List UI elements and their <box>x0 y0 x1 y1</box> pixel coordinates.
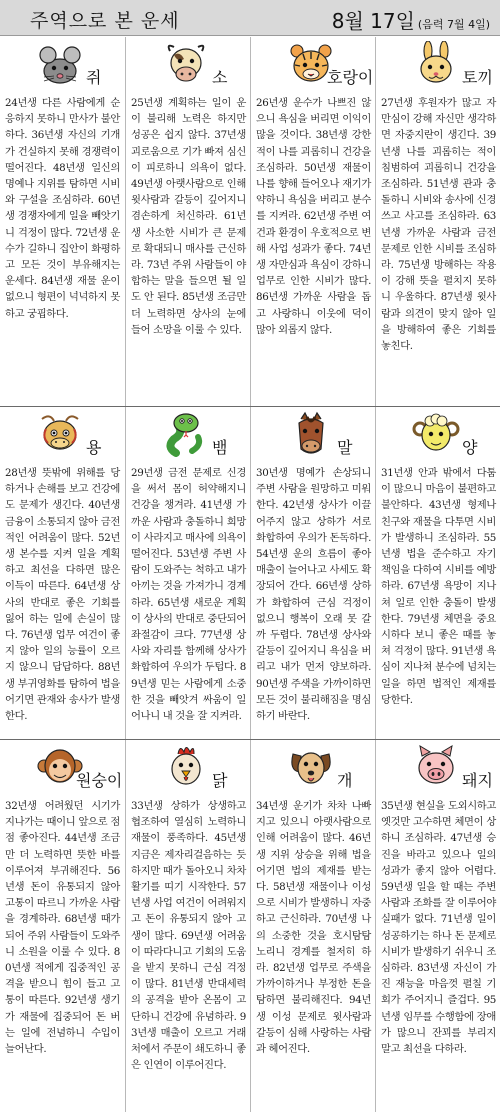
rooster-icon <box>162 744 210 790</box>
snake-icon <box>162 411 210 457</box>
zodiac-cell-rat <box>0 37 124 405</box>
zodiac-name: 닭 <box>212 771 228 790</box>
fortune-text: 33년생 상하가 상생하고 협조하여 열심히 노력하니 재물이 풍족하다. 45년생 지금은 제자리걸음하는 듯하지만 때가 돌아오니 차차 활기를 띠기 시작한다. 57년생 사업 여건이 어려워지고 돈이 유통되지 않아 고생이 많다. 69년생 어려움이 따라다니고 기회의 도움을 받지 못하니 근심 걱정이 많다. 81년생 반대세력의 공격을 받아 온몸이 고단하니 건강에 유념하라. 93년생 매출이 오르고 거래처에서 주문이 쇄도하니 좋은 인연이 이루어진다. <box>131 800 246 1072</box>
zodiac-name: 소 <box>212 68 228 87</box>
fortune-text: 35년생 현실을 도외시하고 옛것만 고수하면 체면이 상하니 조심하라. 47년생 승진을 바라고 있으나 일의 성과가 좋지 않아 어렵다. 59년생 일을 할 때는 주변 사람과 조화를 잘 이루어야 실패가 없다. 71년생 일이 성공하기는 하나 돈 문제로 시비가 발생하기 쉬우니 조심하라. 83년생 자신이 가진 재능을 마음껏 펼칠 기회가 주어지니 즐겁다. 95년생 임무를 수행함에 장애가 많으니 잔꾀를 부리지 말고 최선을 다하라. <box>381 800 496 1056</box>
zodiac-name: 쥐 <box>86 68 102 87</box>
date-label <box>332 5 490 34</box>
fortune-text: 30년생 명예가 손상되니 주변 사람을 원망하고 미워한다. 42년생 상사가 이끌어주지 않고 상하가 서로 화합하여 우의가 돈독하다. 54년생 운의 흐름이 좋아 매출이 늘어나고 사세도 확장되어 간다. 66년생 상하가 화합하여 근심 걱정이 없으니 행복이 오래 못 갈까 두렵다. 78년생 상사와 갈등이 깊어지니 욕심을 버리고 내가 먼저 양보하라. 90년생 주색을 가까이하면 모든 것이 불리해짐을 명심하기 바란다. <box>256 467 371 723</box>
pig-icon <box>412 744 460 790</box>
fortune-text: 25년생 계획하는 일이 운이 불리해 노력은 하지만 성공은 쉽지 않다. 37년생 괴로움으로 기가 빠져 심신이 피로하니 의욕이 없다. 49년생 아랫사람으로 인해 윗사람과 갈등이 깊어지니 겸손하게 처신하라. 61년생 사소한 시비가 큰 문제로 확대되니 매사를 근신하라. 73년 주위 사람들이 야합하는 말을 들으면 될 일도 안 된다. 85년생 조금만 더 노력하면 상사의 눈에 들어 소망을 이룰 수 있다. <box>131 97 246 336</box>
zodiac-name: 호랑이 <box>327 68 374 87</box>
zodiac-name: 돼지 <box>462 771 493 790</box>
fortune-text: 31년생 안과 밖에서 다툼이 많으니 마음이 불편하고 불안하다. 43년생 형제나 친구와 재물을 다투면 시비가 발생하니 조심하라. 55년생 법을 준수하고 자기 책임을 다하여 시비를 예방하라. 67년생 욕망이 지나쳐 일로 인한 충돌이 발생한다. 79년생 체면을 중요시하다 보니 좋은 때를 놓쳐 걱정이 많다. 91년생 욕심이 지나쳐 분수에 넘치는 일을 하면 법적인 제재를 당한다. <box>381 467 496 706</box>
ox-icon <box>162 41 210 87</box>
rabbit-icon <box>412 41 460 87</box>
sheep-icon <box>412 411 460 457</box>
zodiac-cell-horse <box>251 407 375 738</box>
zodiac-cell-rooster <box>126 740 250 1112</box>
lunar-date: (음력 7월 4일) <box>417 18 490 31</box>
zodiac-name: 토끼 <box>462 68 493 87</box>
fortune-text: 24년생 다른 사람에게 순응하지 못하니 만사가 불안하다. 36년생 자신의 기개가 건실하지 못해 경쟁력이 떨어진다. 48년생 일신의 명예나 지위를 탐하면 시비와 구설을 조심하라. 60년생 경쟁자에게 일을 빼앗기니 걱정이 많다. 72년생 운수가 길하니 집안이 화평하고 모든 것이 부유해지는 운세다. 84년생 재물 운이 없으니 형편이 넉넉하지 못하고 궁핍하다. <box>5 97 120 320</box>
zodiac-cell-sheep <box>376 407 500 738</box>
zodiac-cell-ox <box>126 37 250 405</box>
dog-icon <box>287 744 335 790</box>
horse-icon <box>287 411 335 457</box>
zodiac-cell-snake <box>126 407 250 738</box>
solar-date: 8월 17일 <box>331 9 415 33</box>
zodiac-name: 양 <box>462 438 478 457</box>
zodiac-cell-monkey <box>0 740 124 1112</box>
fortune-text: 27년생 후원자가 많고 자만심이 강해 자신만 생각하면 자중지란이 생긴다. 39년생 나를 괴롭히는 적이 침범하여 괴롭히니 건강을 조심하라. 51년생 관과 충돌하니 시비와 송사에 신경 쓰고 사고를 조심하라. 63년생 가까운 사람과 금전 문제로 인한 시비를 조심하라. 75년생 방해하는 작용이 강해 뜻을 펼치지 못하니 우울하다. 87년생 윗사람과 의견이 맞지 않아 일을 방해하여 좋은 기회를 놓친다. <box>381 97 496 353</box>
page-title: 주역으로 본 운세 <box>30 10 180 32</box>
zodiac-grid <box>0 37 500 1112</box>
zodiac-name: 용 <box>86 438 102 457</box>
zodiac-name: 말 <box>337 438 353 457</box>
fortune-text: 26년생 운수가 나쁘진 않으니 욕심을 버리면 이익이 많을 것이다. 38년생 강한 적이 나를 괴롭히니 건강을 조심하라. 50년생 재물이 나를 향해 들어오나 재기가 약하니 욕심을 버리고 분수를 지켜라. 62년생 주변 여건과 환경이 우호적으로 변해 사업 성과가 좋다. 74년생 자만심과 욕심이 강하니 업무로 인한 시비가 많다. 86년생 가까운 사람을 돕고 사랑하니 이웃에 덕이 많아 외롭지 않다. <box>256 97 371 336</box>
dragon-icon <box>36 411 84 457</box>
zodiac-cell-rabbit <box>376 37 500 405</box>
rat-icon <box>36 41 84 87</box>
zodiac-name: 뱀 <box>212 438 228 457</box>
zodiac-cell-dragon <box>0 407 124 738</box>
fortune-text: 34년생 운기가 차차 나빠지고 있으니 아랫사람으로 인해 어려움이 많다. 46년생 지위 상승을 위해 법을 어기면 법의 제재를 받는다. 58년생 재물이나 이성으로 시비가 발생하니 자중하고 근신하라. 70년생 나의 소중한 것을 호시탐탐 노리니 경계를 철저히 하라. 82년생 업무로 주색을 가까이하거나 부정한 돈을 탐하면 불리해진다. 94년생 이성 문제로 윗사람과 갈등이 심해 사랑하는 사람과 헤어진다. <box>256 800 371 1056</box>
zodiac-cell-pig <box>376 740 500 1112</box>
zodiac-cell-dog <box>251 740 375 1112</box>
zodiac-cell-tiger <box>251 37 375 405</box>
zodiac-name: 원숭이 <box>76 771 123 790</box>
header-bar <box>0 0 500 36</box>
zodiac-name: 개 <box>337 771 353 790</box>
fortune-text: 32년생 어려웠던 시기가 지나가는 때이니 앞으로 점점 좋아진다. 44년생 조금만 더 노력하면 뜻한 바를 이루어져 부귀해진다. 56년생 돈이 유통되지 않아 고통이 따르니 가까운 사람을 경계하라. 68년생 때가 되어 주위 사람들이 도와주니 소원을 이룰 수 있다. 80년생 적에게 집중적인 공격을 받으니 힘이 들고 고통이 따른다. 92년생 생기가 재물에 집중되어 돈 버는 일에 전념하니 수입이 늘어난다. <box>5 800 120 1056</box>
fortune-text: 28년생 뜻밖에 위해를 당하거나 손해를 보고 건강에도 문제가 생긴다. 40년생 금융이 소통되지 않아 금전적인 어려움이 많다. 52년생 본수를 지켜 일을 계획하고 최선을 다하면 많은 이득이 따른다. 64년생 상사의 반대로 좋은 기회를 잃어 하는 일에 손실이 많다. 76년생 업무 여건이 좋지 않아 일의 능률이 오르지 않으니 답답하다. 88년생 부귀영화를 탐하여 법을 어기면 관재와 송사가 발생한다. <box>5 467 120 723</box>
fortune-text: 29년생 금전 문제로 신경을 써서 몸이 허약해지니 건강을 챙겨라. 41년생 가까운 사람과 충돌하니 희망이 사라지고 매사에 의욕이 떨어진다. 53년생 주변 사람이 도와주는 척하고 내가 아끼는 것을 가져가니 경계하라. 65년생 새로운 계획이 상사의 반대로 중단되어 좌절감이 크다. 77년생 상사와 자리를 함께해 상사가 화합하여 우의가 두텁다. 89년생 믿는 사람에게 소중한 것을 빼앗겨 싸움이 일어나니 내 것을 잘 지켜라. <box>131 467 246 723</box>
